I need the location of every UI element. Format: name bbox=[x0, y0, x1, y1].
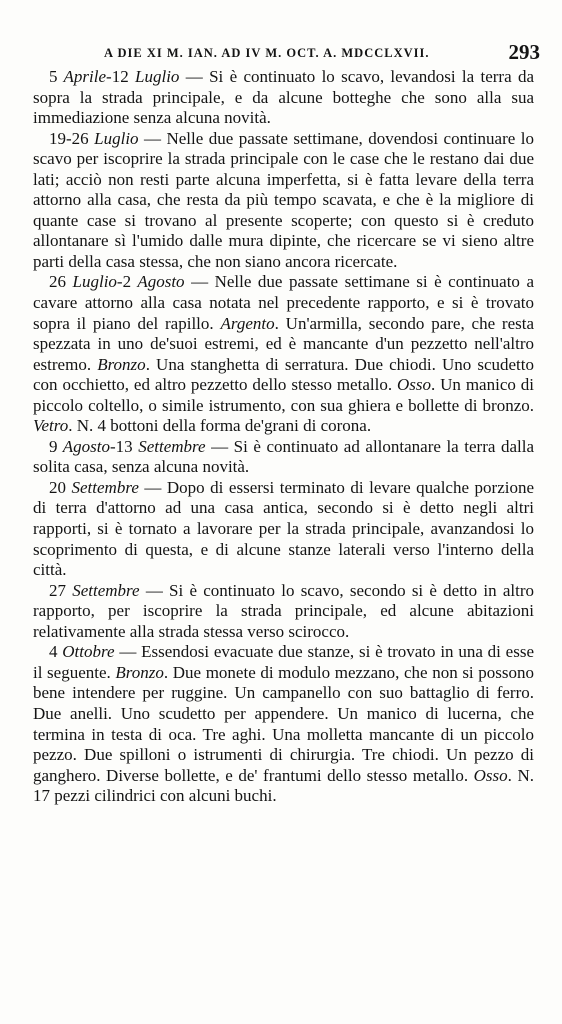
entry-date: 20 Settembre bbox=[49, 477, 139, 497]
entry-text: — Dopo di essersi terminato di levare qualche porzione di terra d'attorno ad una casa antica, secondo si è detto negli altri rapporti, si è tornato a lavorare per la strada principale, avanzandosi lo scoprimento di questa, e di alcune stanze laterali verso l'interno della città. bbox=[33, 477, 535, 580]
page-header bbox=[104, 40, 540, 66]
entry-20-settembre bbox=[33, 478, 534, 581]
entry-text: — Essendosi evacuate due stanze, si è trovato in una di esse il seguente. bbox=[33, 642, 534, 682]
material-category: Argento bbox=[220, 313, 275, 333]
material-category: Osso bbox=[396, 375, 431, 395]
material-category: Vetro bbox=[33, 416, 69, 436]
entry-date: 19-26 Luglio bbox=[49, 128, 139, 148]
entry-date: 4 Ottobre bbox=[49, 642, 115, 662]
material-category: Osso bbox=[473, 765, 508, 785]
entry-text: — Si è continuato lo scavo, levandosi la terra da sopra la strada principale, e da alcune botteghe che sono alla sua immediazione senza alcuna novità. bbox=[33, 67, 534, 128]
entry-27-settembre bbox=[33, 581, 534, 643]
entry-text: . N. 4 bottoni della forma de'grani di corona. bbox=[68, 416, 372, 436]
entry-text: . Un manico di piccolo coltello, o simile istrumento, con sua ghiera e bollette di bronzo. bbox=[33, 375, 534, 415]
entry-date: 9 Agosto-13 Settembre bbox=[49, 436, 206, 456]
entry-19-26-luglio bbox=[33, 129, 534, 273]
entry-text: — Si è continuato lo scavo, secondo si è detto in altro rapporto, per iscoprire la strada principale, ed alcune abitazioni relativamente alla strada stessa verso scirocco. bbox=[33, 580, 534, 641]
entry-text: . Un'armilla, secondo pare, che resta spezzata in uno de'suoi estremi, ed è mancante d'un pezzetto nell'altro estremo. bbox=[33, 313, 535, 374]
entry-4-ottobre bbox=[33, 642, 534, 806]
entry-date: 26 Luglio-2 Agosto bbox=[49, 272, 185, 292]
material-category: Bronzo bbox=[115, 662, 164, 682]
running-head: A DIE XI M. IAN. AD IV M. OCT. A. MDCCLXVII. bbox=[104, 46, 430, 60]
material-category: Bronzo bbox=[97, 354, 146, 374]
entry-26-luglio-2-agosto bbox=[33, 272, 534, 436]
entry-text: — Si è continuato ad allontanare la terra dalla solita casa, senza alcuna novità. bbox=[33, 436, 535, 477]
entry-date: 27 Settembre bbox=[49, 580, 140, 600]
entry-9-agosto-13-settembre bbox=[33, 437, 534, 478]
entry-text: . Una stanghetta di serratura. Due chiodi. Uno scudetto con occhietto, ed altro pezzetto dello stesso metallo. bbox=[33, 354, 534, 395]
report-entries bbox=[33, 67, 534, 807]
entry-text: . Due monete di modulo mezzano, che non si possono bene intendere per ruggine. Un campanello con suo battaglio di ferro. Due anelli. Uno scudetto per appendere. Un manico di lucerna, che termina in testa di oca. Tre aghi. Una molletta mancante di un piccolo pezzo. Due spilloni o istrumenti di chirurgia. Tre chiodi. Un pezzo di ganghero. Diverse bollette, e de' frantumi dello stesso metallo. bbox=[33, 662, 534, 785]
entry-text: — Nelle due passate settimane, dovendosi continuare lo scavo per iscoprire la strada principale con le case che le restano dai due lati; acciò non resti parte alcuna imperfetta, si è fatta levare della terra attorno alla casa, che resta da più tempo scavata, e che è la migliore di quante case si trovano al presente scoperte; con questo si è creduto allontanare sì l'umido dalle mura dipinte, che ricercare se vi sieno altre parti della casa stessa, che non siano ancora ricercate. bbox=[33, 128, 534, 271]
page-number: 293 bbox=[508, 40, 540, 64]
entry-text: . N. 17 pezzi cilindrici con alcuni buchi. bbox=[33, 765, 535, 806]
entry-date: 5 Aprile-12 Luglio bbox=[49, 67, 180, 86]
entry-5-aprile-12-luglio bbox=[33, 67, 534, 129]
entry-text: — Nelle due passate settimane si è continuato a cavare attorno alla casa notata nel precedente rapporto, e si è trovato sopra il piano del rapillo. bbox=[33, 272, 534, 333]
